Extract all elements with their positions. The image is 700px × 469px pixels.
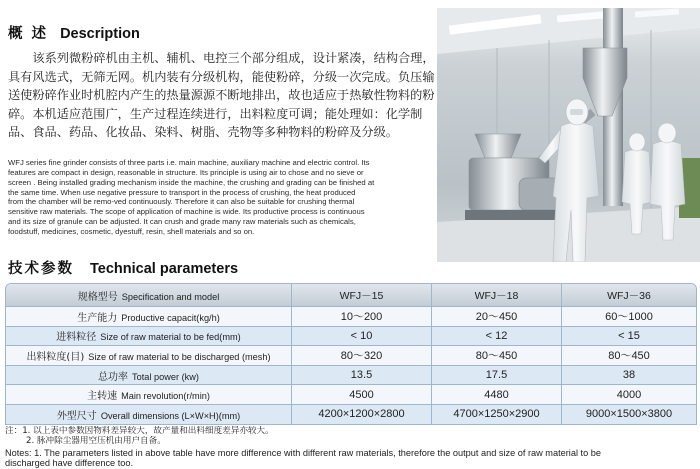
row-label-cell xyxy=(6,366,291,386)
paragraph-line: screen . Being installed grading mechanism inside the machine, the crushing and grading can be finished at xyxy=(8,177,375,187)
row-label-cell xyxy=(6,405,291,424)
row-label-cell xyxy=(6,346,291,366)
technical-heading-cn: 技术参数 xyxy=(8,261,74,277)
description-heading xyxy=(8,24,140,42)
header-label-cell xyxy=(6,284,291,307)
description-paragraph-en xyxy=(8,158,436,237)
value-cell: < 12 xyxy=(431,327,561,347)
value-cell: 4500 xyxy=(291,385,431,405)
description-heading-cn: 概 述 xyxy=(8,26,49,42)
row-label-cell xyxy=(6,385,291,405)
row-label-en: Overall dimensions (L×W×H)(mm) xyxy=(100,410,241,421)
paragraph-line: sensitive raw materials. The scope of application of machine is wide. Its productive process is continuous xyxy=(8,207,365,217)
technical-heading-en: Technical parameters xyxy=(90,261,239,277)
paragraph-line: the same time. When use negative pressure to transport in the process of crushing, the heat produced xyxy=(8,187,356,197)
row-label-cn: 主转速 xyxy=(87,391,118,403)
row-label-en: Total power (kw) xyxy=(132,371,199,382)
value-cell: 4480 xyxy=(431,385,561,405)
paragraph-line: foodstuff, medicines, cosmetic, dyestuff, resin, shell materials and so on. xyxy=(8,226,255,236)
note-line-cn: 2. 脉冲除尘器用空压机由用户自备。 xyxy=(26,436,166,446)
header-model-cell: WFJ－15 xyxy=(291,284,431,307)
value-cell: 80～450 xyxy=(431,346,561,366)
row-label-en: Main revolution(r/min) xyxy=(121,391,210,402)
row-label-cn: 生产能力 xyxy=(77,312,118,324)
table-row xyxy=(6,366,696,386)
note-line-en: discharged have difference too. xyxy=(5,458,134,468)
paragraph-line: 品、食品、药品、化妆品、染料、树脂、壳物等多种物料的粉碎及分级。 xyxy=(8,125,398,139)
paragraph-line: and its size of granule can be adjusted. It can crush and grade many raw materials such as chemicals, xyxy=(8,217,356,227)
table-row xyxy=(6,327,696,347)
row-label-cell xyxy=(6,307,291,327)
header-label-cn: 规格型号 xyxy=(77,291,118,303)
table-header-row xyxy=(6,284,696,307)
row-label-en: Productive capacit(kg/h) xyxy=(121,312,220,323)
value-cell: 80～320 xyxy=(291,346,431,366)
table-row xyxy=(6,405,696,424)
row-label-cell xyxy=(6,327,291,347)
value-cell: 4200×1200×2800 xyxy=(291,405,431,424)
value-cell: 38 xyxy=(561,366,696,386)
header-model-cell: WFJ－36 xyxy=(561,284,696,307)
value-cell: 10～200 xyxy=(291,307,431,327)
note-line-cn: 注：1. 以上表中参数因物料差异较大，故产量和出料细度差异亦较大。 xyxy=(5,426,274,436)
description-paragraph-cn xyxy=(8,49,436,142)
technical-heading xyxy=(8,259,238,277)
paragraph-line: 该系列微粉碎机由主机、辅机、电控三个部分组成，设计紧凑，结构合理， xyxy=(32,51,435,65)
description-heading-en: Description xyxy=(60,26,140,42)
table-row xyxy=(6,385,696,405)
value-cell: 20～450 xyxy=(431,307,561,327)
value-cell: 13.5 xyxy=(291,366,431,386)
header-label-en: Specification and model xyxy=(121,291,220,302)
paragraph-line: 送使粉碎作业时机腔内产生的热量源源不断地排出，故也适应于热敏性物料的粉 xyxy=(8,88,435,102)
value-cell: 80～450 xyxy=(561,346,696,366)
value-cell: 4000 xyxy=(561,385,696,405)
row-label-cn: 总功率 xyxy=(98,371,129,383)
value-cell: 17.5 xyxy=(431,366,561,386)
paragraph-line: WFJ series fine grinder consists of three parts i.e. main machine, auxiliary machine and electric control. Its xyxy=(8,158,370,167)
spec-table xyxy=(5,283,697,425)
paragraph-line: from the chamber will be remo-ved continuously. Therefore it can also be suitable for crushing thermal xyxy=(8,197,355,207)
value-cell: 60～1000 xyxy=(561,307,696,327)
row-label-cn: 进料粒径 xyxy=(56,332,97,344)
header-model-cell: WFJ－18 xyxy=(431,284,561,307)
paragraph-line: features are compact in design, reasonable in structure. Its principle is using air to chose and no sieve or xyxy=(8,167,364,177)
row-label-cn: 出料粒度(目) xyxy=(26,351,85,363)
table-row xyxy=(6,307,696,327)
machine-base xyxy=(465,210,565,220)
value-cell: 9000×1500×3800 xyxy=(561,405,696,424)
row-label-cn: 外型尺寸 xyxy=(56,410,97,422)
row-label-en: Size of raw material to be fed(mm) xyxy=(100,332,241,343)
cleanroom-grinder-photo xyxy=(437,8,700,262)
row-label-en: Size of raw material to be discharged (mesh) xyxy=(88,351,271,362)
paragraph-line: 碎。本机适应范围广，生产过程连续进行，出料粒度可调；能处理如：化学制 xyxy=(8,106,423,121)
value-cell: 4700×1250×2900 xyxy=(431,405,561,424)
value-cell: < 10 xyxy=(291,327,431,347)
note-line-en: Notes: 1. The parameters listed in above table have more difference with different raw materials, therefore the output and size of raw material to be xyxy=(5,448,601,458)
table-row xyxy=(6,346,696,366)
paragraph-line: 具有风选式，无筛无网。机内装有分级机构，能使粉碎，分级一次完成。负压输 xyxy=(8,69,435,84)
value-cell: < 15 xyxy=(561,327,696,347)
